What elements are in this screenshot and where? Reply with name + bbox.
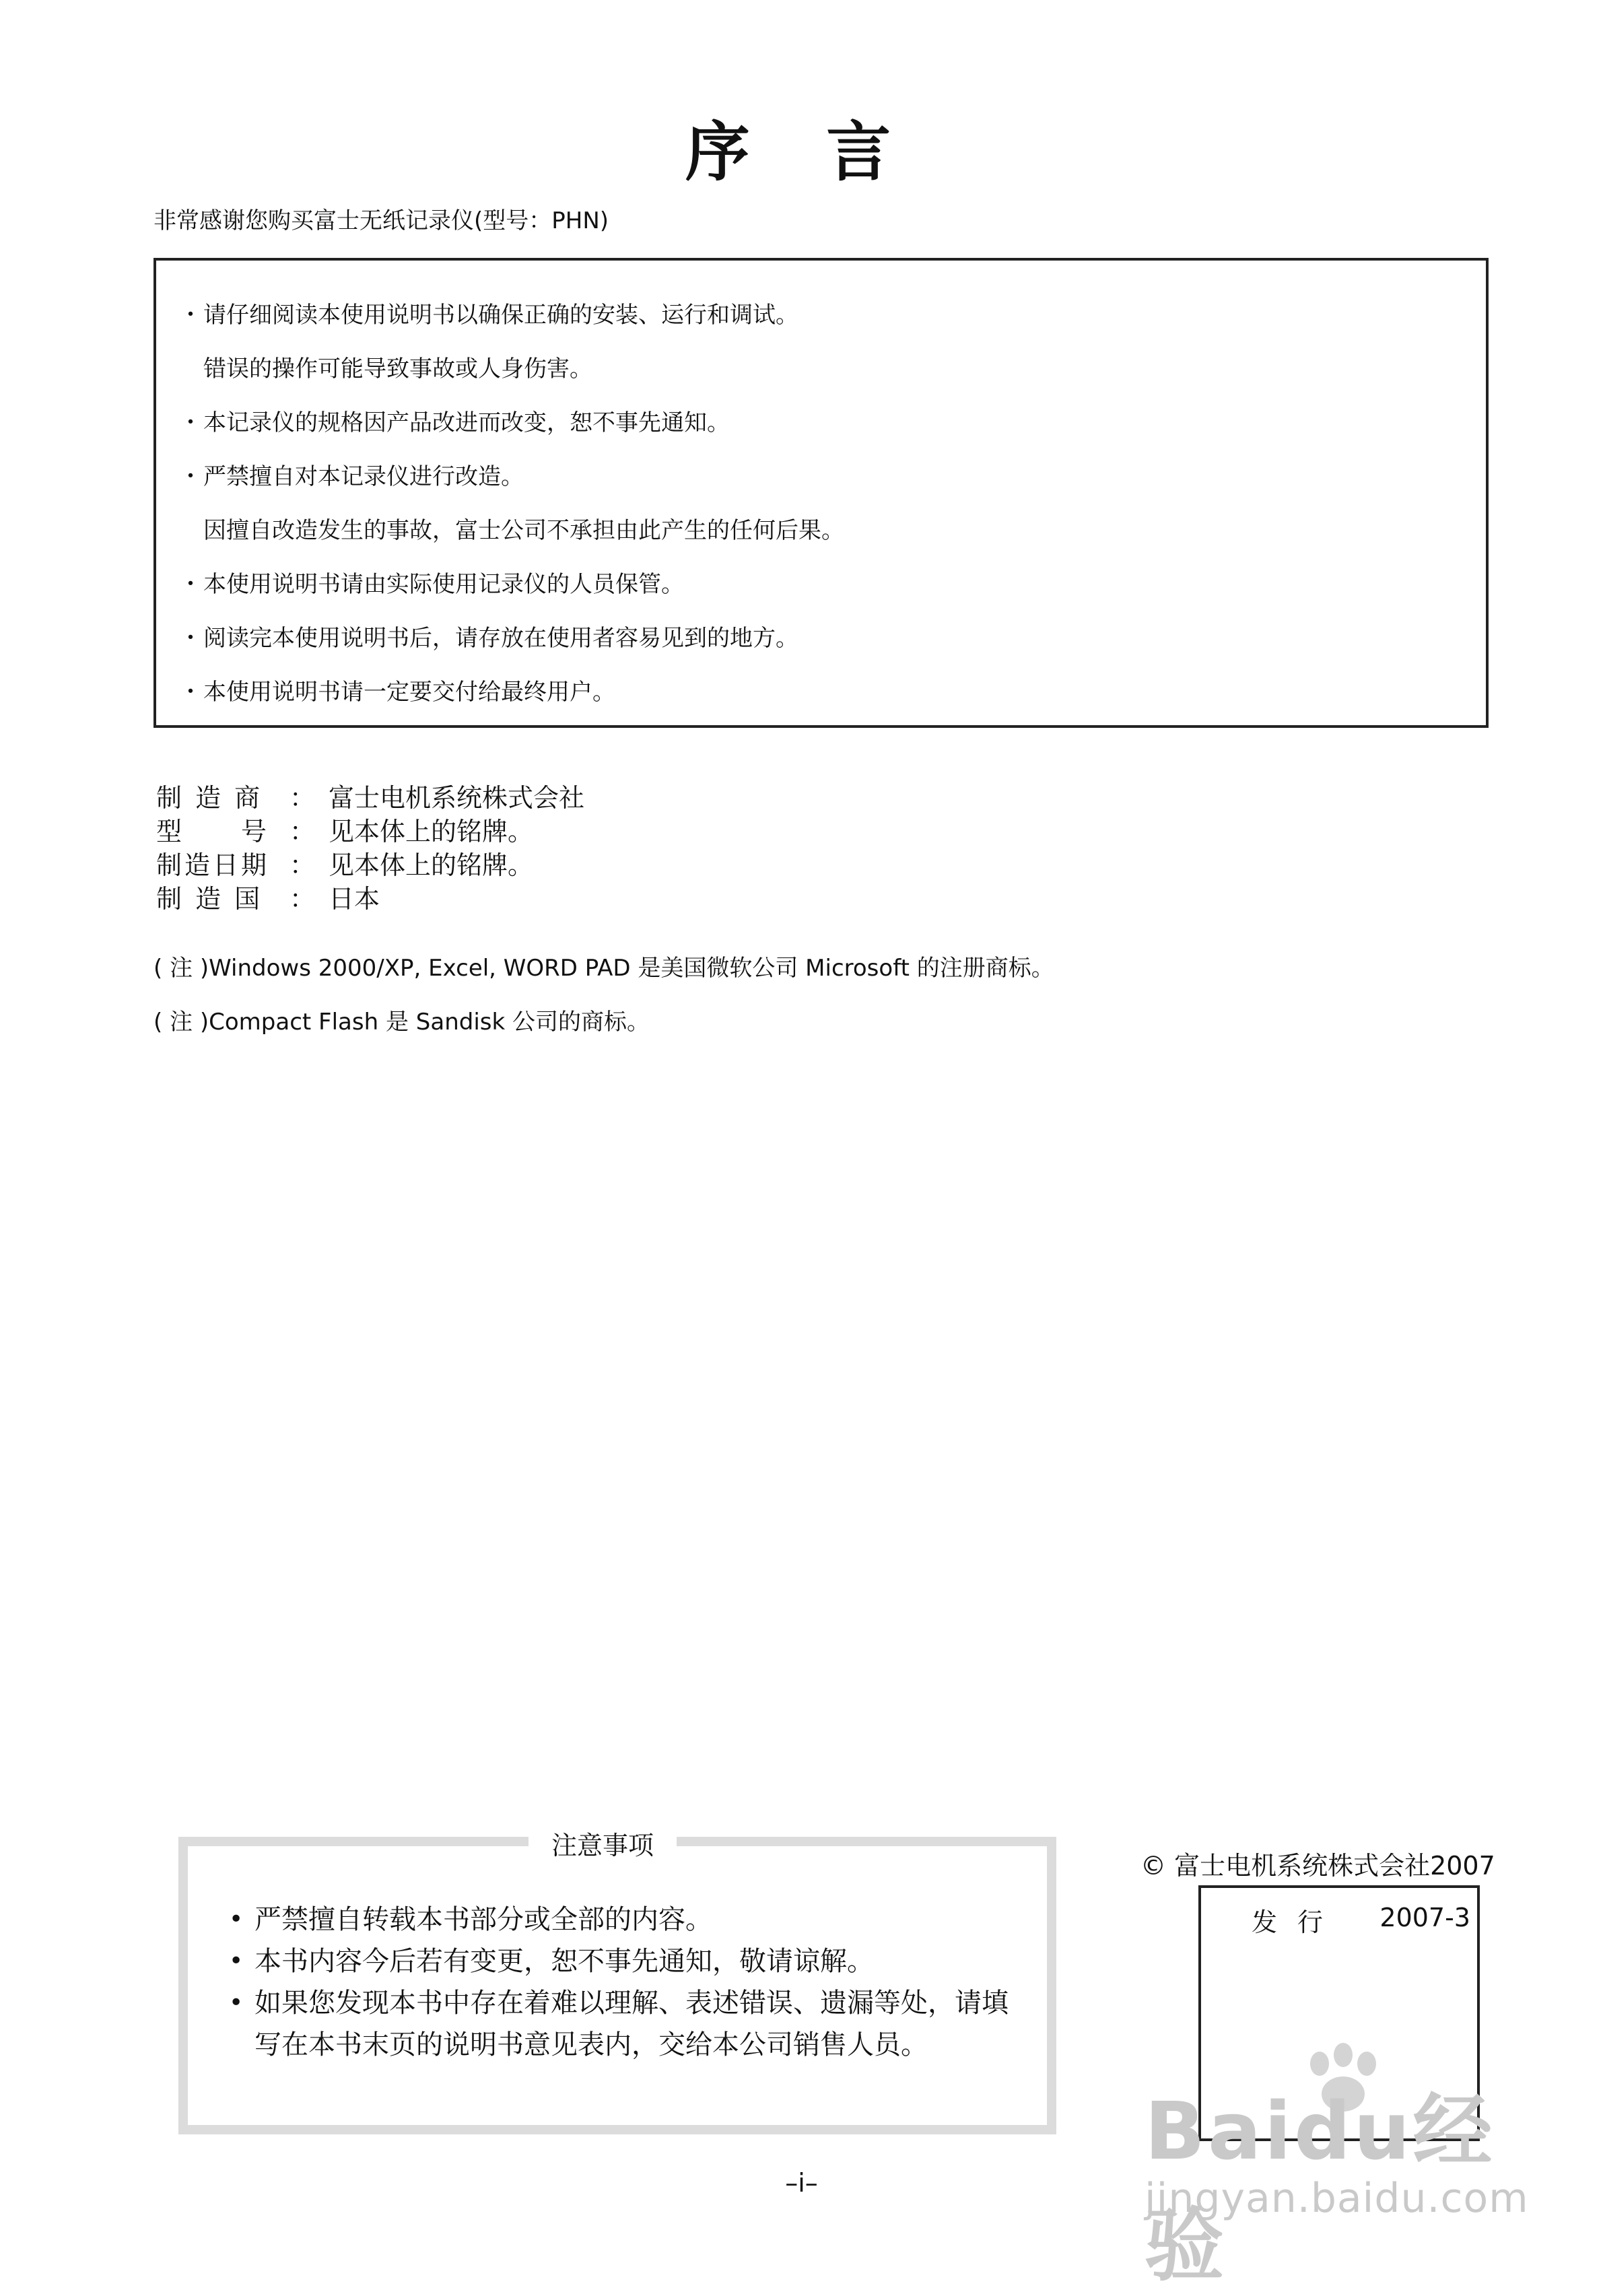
notice-item (179, 288, 1486, 342)
watermark-url: jingyan.baidu.com (1145, 2175, 1529, 2222)
notice-bullet (179, 342, 203, 396)
notice-text: 本记录仪的规格因产品改进而改变，恕不事先通知。 (203, 409, 730, 436)
notice-bullet: ・ (179, 409, 202, 436)
caution-text: 本书内容今后若有变更，恕不事先通知，敬请谅解。 (254, 1946, 874, 1977)
info-row-manufacturer (156, 781, 584, 815)
info-row-date (156, 848, 584, 882)
notice-text: 请仔细阅读本使用说明书以确保正确的安装、运行和调试。 (203, 302, 798, 329)
notice-bullet: ・ (179, 302, 202, 329)
info-label: 型 号 (156, 817, 270, 846)
caution-bullet: • (229, 1905, 244, 1933)
notice-text: 严禁擅自对本记录仪进行改造。 (203, 463, 524, 490)
info-value: 见本体上的铭牌。 (329, 850, 534, 880)
notice-bullet: ・ (179, 679, 202, 706)
notice-text: 本使用说明书请一定要交付给最终用户。 (203, 679, 615, 706)
info-value: 富士电机系统株式会社 (329, 783, 585, 813)
notice-item (179, 450, 1486, 504)
notice-bullet: ・ (179, 463, 202, 490)
notice-bullet: ・ (179, 625, 202, 652)
caution-bullet: • (229, 1989, 244, 2017)
page-title: 序 言 (685, 114, 918, 190)
copyright: © 富士电机系统株式会社2007 (1140, 1851, 1495, 1881)
caution-text: 如果您发现本书中存在着难以理解、表述错误、遗漏等处，请填写在本书末页的说明书意见表内，交给本公司销售人员。 (254, 1988, 1009, 2060)
manufacturer-info (156, 781, 584, 916)
info-row-country (156, 882, 584, 916)
caution-text: 严禁擅自转载本书部分或全部的内容。 (254, 1904, 712, 1935)
page-number: –i– (785, 2168, 818, 2198)
caution-item (229, 1899, 1023, 1940)
info-row-model (156, 815, 584, 848)
info-colon: ： (289, 817, 316, 846)
intro-text: 非常感谢您购买富士无纸记录仪(型号：PHN) (154, 207, 609, 234)
info-value: 见本体上的铭牌。 (329, 817, 534, 846)
trademark-note-cf: ( 注 )Compact Flash 是 Sandisk 公司的商标。 (154, 1009, 650, 1036)
baidu-watermark (1131, 2040, 1529, 2292)
notice-text: 因擅自改造发生的事故，富士公司不承担由此产生的任何后果。 (203, 517, 844, 544)
caution-item (229, 1982, 1023, 2066)
caution-bullet: • (229, 1947, 244, 1975)
notice-box (154, 258, 1489, 728)
watermark-logo: Baidu经验 (1145, 2085, 1495, 2292)
issue-label: 发行 (1252, 1907, 1344, 1937)
info-colon: ： (289, 850, 316, 880)
info-colon: ： (289, 884, 316, 914)
info-value: 日本 (329, 884, 380, 914)
notice-bullet: ・ (179, 571, 202, 598)
notice-bullet (179, 504, 203, 558)
info-label: 制造日期 (156, 850, 270, 880)
trademark-note-windows: ( 注 )Windows 2000/XP, Excel, WORD PAD 是美国微软公司 Microsoft 的注册商标。 (154, 955, 1054, 982)
info-label: 制 造 商 (156, 783, 263, 813)
caution-list (229, 1899, 1023, 2066)
notice-text: 错误的操作可能导致事故或人身伤害。 (203, 356, 592, 382)
info-label: 制 造 国 (156, 884, 263, 914)
caution-item (229, 1940, 1023, 1982)
caution-title: 注意事项 (528, 1825, 677, 1862)
notice-text: 阅读完本使用说明书后，请存放在使用者容易见到的地方。 (203, 625, 798, 652)
notice-item (179, 396, 1486, 450)
issue-date: 2007-3 (1379, 1903, 1470, 1932)
notice-item (179, 504, 1486, 558)
notice-text: 本使用说明书请由实际使用记录仪的人员保管。 (203, 571, 684, 598)
notice-item (179, 665, 1486, 719)
info-colon: ： (289, 783, 316, 813)
notice-item (179, 342, 1486, 396)
notice-item (179, 558, 1486, 611)
notice-item (179, 611, 1486, 665)
